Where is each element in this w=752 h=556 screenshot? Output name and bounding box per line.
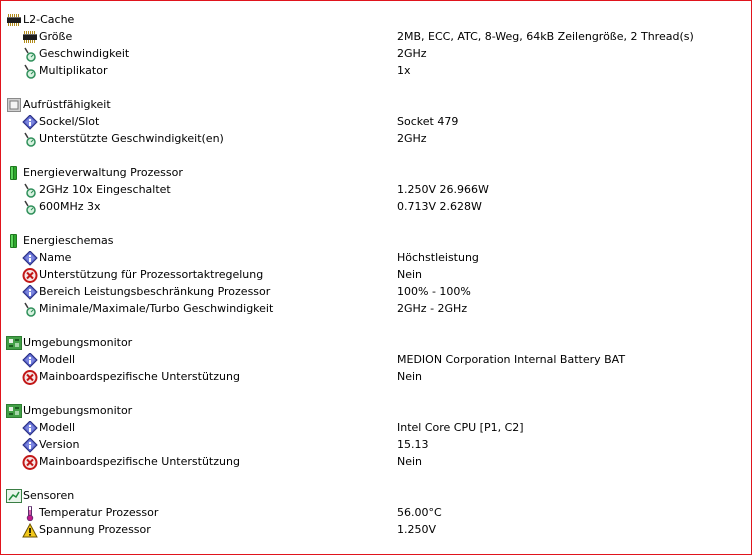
property-value: Nein (397, 370, 423, 383)
property-row[interactable] (0, 199, 740, 216)
memory-chip-icon (22, 30, 38, 45)
property-row[interactable] (0, 454, 740, 471)
property-value: 2GHz - 2GHz (397, 302, 468, 315)
info-diamond-icon (22, 353, 38, 368)
property-list (0, 12, 740, 556)
property-value: Intel Core CPU [P1, C2] (397, 421, 524, 434)
error-icon (22, 370, 38, 385)
property-row[interactable] (0, 63, 740, 80)
property-row[interactable] (0, 352, 740, 369)
property-label: Unterstützte Geschwindigkeit(en) (39, 132, 224, 145)
property-value: 1.250V 26.966W (397, 183, 489, 196)
info-diamond-icon (22, 421, 38, 436)
property-value: 1.250V (397, 523, 437, 536)
section-group (0, 12, 740, 80)
section-header[interactable] (0, 233, 740, 250)
property-value: 1x (397, 64, 411, 77)
info-diamond-icon (22, 285, 38, 300)
property-value: Höchstleistung (397, 251, 479, 264)
sensor-icon (6, 489, 22, 503)
property-value: Nein (397, 455, 423, 468)
property-row[interactable] (0, 522, 740, 539)
property-row[interactable] (0, 182, 740, 199)
info-diamond-icon (22, 438, 38, 453)
property-value: Nein (397, 268, 423, 281)
property-value: MEDION Corporation Internal Battery BAT (397, 353, 626, 366)
property-label: Geschwindigkeit (39, 47, 130, 60)
property-value: 100% - 100% (397, 285, 471, 298)
board-icon (6, 404, 22, 418)
section-title: Umgebungsmonitor (23, 336, 133, 349)
property-label: Minimale/Maximale/Turbo Geschwindigkeit (39, 302, 274, 315)
property-value: 2GHz (397, 132, 427, 145)
section-title: Energieverwaltung Prozessor (23, 166, 183, 179)
property-label: Spannung Prozessor (39, 523, 151, 536)
section-title: Energieschemas (23, 234, 114, 247)
property-row[interactable] (0, 505, 740, 522)
section-header[interactable] (0, 165, 740, 182)
thermometer-icon (22, 506, 38, 521)
section-header[interactable] (0, 403, 740, 420)
property-row[interactable] (0, 284, 740, 301)
property-row[interactable] (0, 250, 740, 267)
error-icon (22, 268, 38, 283)
warning-icon (22, 523, 38, 538)
section-header[interactable] (0, 488, 740, 505)
probe-icon (22, 64, 38, 79)
property-label: Sockel/Slot (39, 115, 100, 128)
property-label: Modell (39, 421, 76, 434)
section-header[interactable] (0, 335, 740, 352)
property-label: Version (39, 438, 80, 451)
property-row[interactable] (0, 437, 740, 454)
socket-icon (6, 98, 22, 112)
section-header[interactable] (0, 12, 740, 29)
section-group (0, 403, 740, 471)
property-label: Mainboardspezifische Unterstützung (39, 455, 240, 468)
section-group (0, 233, 740, 318)
probe-icon (22, 132, 38, 147)
info-diamond-icon (22, 251, 38, 266)
section-title: Sensoren (23, 489, 75, 502)
probe-icon (22, 302, 38, 317)
section-title: L2-Cache (23, 13, 75, 26)
section-group (0, 165, 740, 216)
property-value: 15.13 (397, 438, 429, 451)
probe-icon (22, 47, 38, 62)
probe-icon (22, 183, 38, 198)
battery-icon (6, 166, 22, 180)
section-header[interactable] (0, 97, 740, 114)
property-label: Bereich Leistungsbeschränkung Prozessor (39, 285, 271, 298)
property-label: 2GHz 10x Eingeschaltet (39, 183, 171, 196)
property-value: 0.713V 2.628W (397, 200, 482, 213)
property-row[interactable] (0, 369, 740, 386)
property-value: 2GHz (397, 47, 427, 60)
section-title: Aufrüstfähigkeit (23, 98, 111, 111)
memory-chip-icon (6, 13, 22, 27)
property-label: Temperatur Prozessor (39, 506, 159, 519)
section-title: Umgebungsmonitor (23, 404, 133, 417)
property-row[interactable] (0, 420, 740, 437)
section-group (0, 97, 740, 148)
section-group (0, 335, 740, 386)
board-icon (6, 336, 22, 350)
property-label: Name (39, 251, 72, 264)
battery-icon (6, 234, 22, 248)
property-value: 56.00°C (397, 506, 442, 519)
property-label: Modell (39, 353, 76, 366)
property-label: Unterstützung für Prozessortaktregelung (39, 268, 264, 281)
property-row[interactable] (0, 131, 740, 148)
property-row[interactable] (0, 46, 740, 63)
property-row[interactable] (0, 114, 740, 131)
info-diamond-icon (22, 115, 38, 130)
property-value: 2MB, ECC, ATC, 8-Weg, 64kB Zeilengröße, 2 Thread(s) (397, 30, 694, 43)
property-row[interactable] (0, 301, 740, 318)
property-value: Socket 479 (397, 115, 459, 128)
property-row[interactable] (0, 29, 740, 46)
property-label: Multiplikator (39, 64, 108, 77)
section-group (0, 488, 740, 539)
property-label: 600MHz 3x (39, 200, 101, 213)
error-icon (22, 455, 38, 470)
property-row[interactable] (0, 267, 740, 284)
property-label: Mainboardspezifische Unterstützung (39, 370, 240, 383)
probe-icon (22, 200, 38, 215)
property-label: Größe (39, 30, 73, 43)
